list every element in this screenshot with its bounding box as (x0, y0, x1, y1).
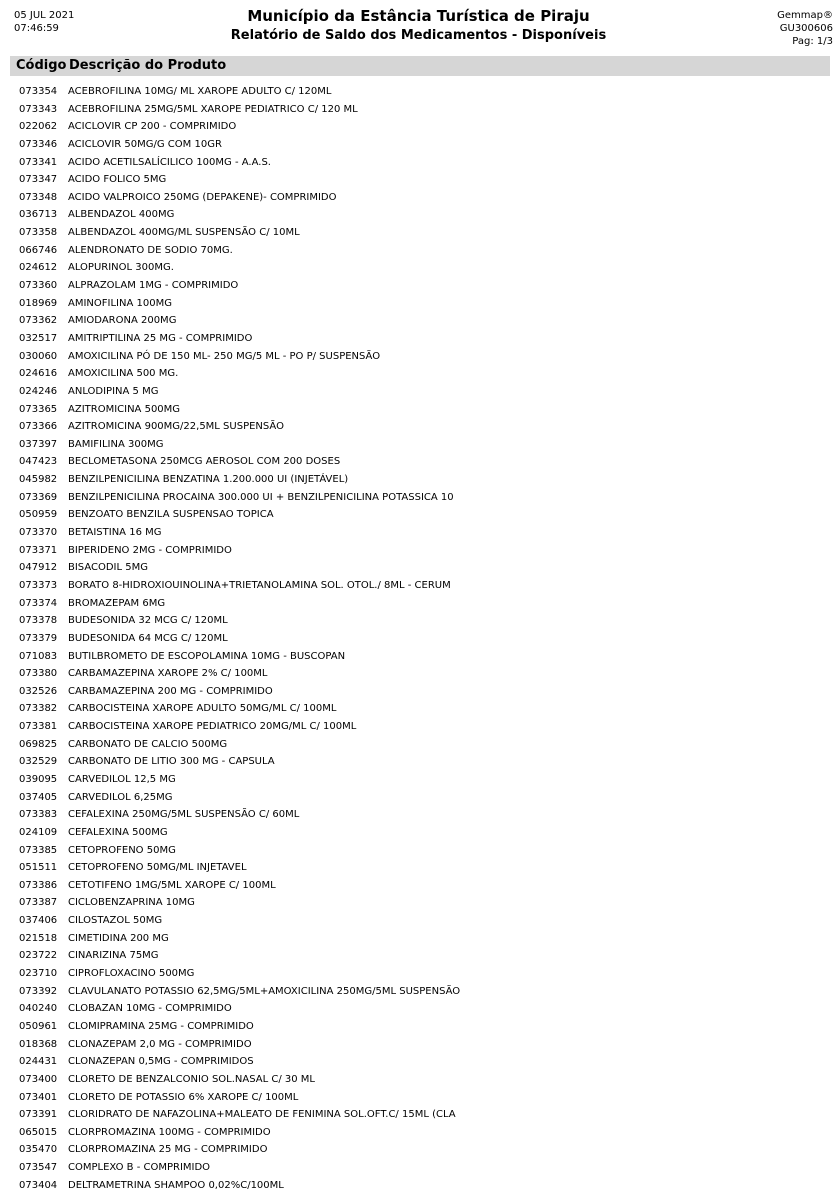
table-row (0, 1159, 837, 1177)
product-description: BENZILPENICILINA PROCAINA 300.000 UI + BENZILPENICILINA POTASSICA 10 (68, 491, 454, 503)
product-code: 024109 (19, 826, 58, 838)
product-code: 073366 (19, 421, 58, 433)
table-row (0, 1071, 837, 1089)
product-description: BENZOATO BENZILA SUSPENSAO TOPICA (68, 509, 274, 521)
product-code: 073387 (19, 897, 58, 909)
product-code: 073383 (19, 809, 58, 821)
product-code: 024431 (19, 1056, 58, 1068)
product-code: 050961 (19, 1020, 58, 1032)
product-code: 073341 (19, 156, 58, 168)
table-row (0, 1018, 837, 1036)
product-code: 047423 (19, 456, 58, 468)
product-code: 065015 (19, 1126, 58, 1138)
product-code: 030060 (19, 350, 58, 362)
product-description: ACICLOVIR CP 200 - COMPRIMIDO (68, 121, 237, 133)
product-code: 073378 (19, 615, 58, 627)
table-row (0, 224, 837, 242)
table-row (0, 612, 837, 630)
table-row (0, 383, 837, 401)
product-description: CLONAZEPAN 0,5MG - COMPRIMIDOS (68, 1056, 254, 1068)
product-code: 037405 (19, 791, 58, 803)
product-description: ACIDO ACETILSALÍCILICO 100MG - A.A.S. (68, 156, 271, 168)
product-code: 040240 (19, 1003, 58, 1015)
product-code: 073360 (19, 280, 58, 292)
table-row (0, 401, 837, 419)
product-code: 073365 (19, 403, 58, 415)
table-row (0, 736, 837, 754)
product-description: CEFALEXINA 500MG (68, 826, 168, 838)
product-code: 018368 (19, 1038, 58, 1050)
table-row (0, 1177, 837, 1195)
product-code: 024246 (19, 385, 58, 397)
table-row (0, 877, 837, 895)
product-code: 051511 (19, 862, 58, 874)
table-row (0, 718, 837, 736)
table-row (0, 83, 837, 101)
table-row (0, 101, 837, 119)
product-code: 069825 (19, 738, 58, 750)
product-description: CARBONATO DE LITIO 300 MG - CAPSULA (68, 756, 275, 768)
product-description: CLORETO DE POTASSIO 6% XAROPE C/ 100ML (68, 1091, 299, 1103)
table-row (0, 312, 837, 330)
table-row (0, 136, 837, 154)
product-description: ACEBROFILINA 10MG/ ML XAROPE ADULTO C/ 120ML (68, 86, 332, 97)
product-code: 073348 (19, 191, 58, 203)
product-code: 073379 (19, 632, 58, 644)
product-code: 018969 (19, 297, 58, 309)
product-table (0, 83, 837, 1194)
table-row (0, 348, 837, 366)
product-code: 050959 (19, 509, 58, 521)
product-description: BECLOMETASONA 250MCG AEROSOL COM 200 DOSES (68, 456, 341, 468)
table-row (0, 930, 837, 948)
product-code: 036713 (19, 209, 58, 221)
table-row (0, 700, 837, 718)
product-description: AMITRIPTILINA 25 MG - COMPRIMIDO (68, 332, 253, 344)
table-row (0, 842, 837, 860)
product-code: 073401 (19, 1091, 58, 1103)
product-code: 073346 (19, 138, 58, 150)
table-row (0, 894, 837, 912)
table-row (0, 965, 837, 983)
product-code: 073347 (19, 174, 58, 186)
table-row (0, 277, 837, 295)
table-row (0, 259, 837, 277)
product-code: 023710 (19, 968, 58, 980)
product-description: BIPERIDENO 2MG - COMPRIMIDO (68, 544, 232, 556)
product-description: CARBAMAZEPINA 200 MG - COMPRIMIDO (68, 685, 273, 697)
product-description: CARBOCISTEINA XAROPE PEDIATRICO 20MG/ML C/ 100ML (68, 721, 357, 733)
table-row (0, 1124, 837, 1142)
table-column-header (10, 56, 830, 76)
product-code: 021518 (19, 932, 58, 944)
product-description: CETOPROFENO 50MG (68, 844, 176, 856)
table-row (0, 365, 837, 383)
product-description: ACICLOVIR 50MG/G COM 10GR (68, 138, 222, 150)
table-row (0, 983, 837, 1001)
report-header-center (0, 6, 837, 46)
table-row (0, 453, 837, 471)
report-subtitle: Relatório de Saldo dos Medicamentos - Disponíveis (230, 28, 607, 43)
product-code: 073358 (19, 227, 58, 239)
product-description: DELTRAMETRINA SHAMPOO 0,02%C/100ML (68, 1179, 284, 1191)
product-description: CLORPROMAZINA 100MG - COMPRIMIDO (68, 1126, 271, 1138)
product-description: CARBONATO DE CALCIO 500MG (68, 738, 228, 750)
product-description: BISACODIL 5MG (68, 562, 148, 574)
product-description: ALOPURINOL 300MG. (68, 262, 174, 274)
table-row (0, 471, 837, 489)
product-description: CETOPROFENO 50MG/ML INJETAVEL (68, 862, 247, 874)
product-code: 073381 (19, 721, 58, 733)
report-time: 07:46:59 (14, 23, 59, 34)
table-row (0, 683, 837, 701)
table-row (0, 753, 837, 771)
system-name: Gemmap® (777, 10, 833, 21)
product-description: CEFALEXINA 250MG/5ML SUSPENSÃO C/ 60ML (68, 809, 300, 821)
product-code: 022062 (19, 121, 58, 133)
product-description: AMOXICILINA 500 MG. (68, 368, 179, 380)
product-code: 073400 (19, 1073, 58, 1085)
product-code: 073354 (19, 86, 58, 97)
product-code: 073369 (19, 491, 58, 503)
product-code: 073380 (19, 668, 58, 680)
product-description: ALBENDAZOL 400MG (68, 209, 175, 221)
product-description: ACIDO FOLICO 5MG (68, 174, 167, 186)
product-description: CINARIZINA 75MG (68, 950, 159, 962)
product-description: CLOMIPRAMINA 25MG - COMPRIMIDO (68, 1020, 254, 1032)
table-row (0, 206, 837, 224)
table-row (0, 1053, 837, 1071)
product-code: 073370 (19, 527, 58, 539)
report-date: 05 JUL 2021 (14, 10, 75, 21)
table-row (0, 824, 837, 842)
product-code: 073392 (19, 985, 58, 997)
column-header-code: Código (16, 58, 67, 73)
table-row (0, 1089, 837, 1107)
product-code: 045982 (19, 474, 58, 486)
product-code: 032526 (19, 685, 58, 697)
table-row (0, 436, 837, 454)
product-code: 073343 (19, 103, 58, 115)
product-description: ACIDO VALPROICO 250MG (DEPAKENE)- COMPRIMIDO (68, 191, 337, 203)
product-description: CIPROFLOXACINO 500MG (68, 968, 195, 980)
product-code: 073373 (19, 579, 58, 591)
table-row (0, 489, 837, 507)
table-row (0, 947, 837, 965)
product-code: 073362 (19, 315, 58, 327)
product-description: CLORIDRATO DE NAFAZOLINA+MALEATO DE FENIMINA SOL.OFT.C/ 15ML (CLA (68, 1109, 456, 1121)
product-description: AZITROMICINA 500MG (68, 403, 181, 415)
table-row (0, 154, 837, 172)
product-code: 073382 (19, 703, 58, 715)
report-header-right (777, 9, 833, 48)
report-code: GU300606 (779, 23, 833, 34)
product-description: ACEBROFILINA 25MG/5ML XAROPE PEDIATRICO C/ 120 ML (68, 103, 358, 115)
table-row (0, 242, 837, 260)
product-code: 073374 (19, 597, 58, 609)
product-description: CARBOCISTEINA XAROPE ADULTO 50MG/ML C/ 100ML (68, 703, 337, 715)
product-description: BUDESONIDA 32 MCG C/ 120ML (68, 615, 228, 627)
table-row (0, 577, 837, 595)
table-row (0, 506, 837, 524)
product-description: CETOTIFENO 1MG/5ML XAROPE C/ 100ML (68, 879, 276, 891)
product-description: CLORETO DE BENZALCONIO SOL.NASAL C/ 30 ML (68, 1073, 315, 1085)
product-code: 066746 (19, 244, 58, 256)
product-description: CICLOBENZAPRINA 10MG (68, 897, 195, 909)
product-code: 073404 (19, 1179, 58, 1191)
product-description: CLONAZEPAM 2,0 MG - COMPRIMIDO (68, 1038, 252, 1050)
product-description: AMOXICILINA PÓ DE 150 ML- 250 MG/5 ML - PO P/ SUSPENSÃO (68, 350, 381, 362)
product-code: 037406 (19, 915, 58, 927)
table-row (0, 1106, 837, 1124)
product-description: AZITROMICINA 900MG/22,5ML SUSPENSÃO (68, 421, 284, 433)
product-description: ALPRAZOLAM 1MG - COMPRIMIDO (68, 280, 239, 292)
product-code: 071083 (19, 650, 58, 662)
product-description: CILOSTAZOL 50MG (68, 915, 163, 927)
product-description: CARBAMAZEPINA XAROPE 2% C/ 100ML (68, 668, 268, 680)
table-row (0, 595, 837, 613)
product-description: CLOBAZAN 10MG - COMPRIMIDO (68, 1003, 232, 1015)
product-description: CARVEDILOL 6,25MG (68, 791, 173, 803)
product-description: CARVEDILOL 12,5 MG (68, 773, 176, 785)
product-description: AMINOFILINA 100MG (68, 297, 172, 309)
table-row (0, 171, 837, 189)
page-number: Pag: 1/3 (792, 36, 833, 47)
table-row (0, 912, 837, 930)
product-code: 073385 (19, 844, 58, 856)
product-code: 032529 (19, 756, 58, 768)
product-code: 073371 (19, 544, 58, 556)
product-description: ALENDRONATO DE SODIO 70MG. (68, 244, 233, 256)
product-description: BUTILBROMETO DE ESCOPOLAMINA 10MG - BUSCOPAN (68, 650, 346, 662)
product-description: BETAISTINA 16 MG (68, 527, 162, 539)
table-row (0, 648, 837, 666)
table-row (0, 789, 837, 807)
product-code: 039095 (19, 773, 58, 785)
product-description: BAMIFILINA 300MG (68, 438, 164, 450)
product-code: 023722 (19, 950, 58, 962)
table-row (0, 330, 837, 348)
table-row (0, 1141, 837, 1159)
table-row (0, 559, 837, 577)
table-row (0, 665, 837, 683)
product-description: BROMAZEPAM 6MG (68, 597, 166, 609)
table-row (0, 542, 837, 560)
column-header-description: Descrição do Produto (69, 58, 227, 73)
product-description: CLORPROMAZINA 25 MG - COMPRIMIDO (68, 1144, 268, 1156)
product-code: 024616 (19, 368, 58, 380)
table-row (0, 524, 837, 542)
product-description: AMIODARONA 200MG (68, 315, 177, 327)
product-code: 035470 (19, 1144, 58, 1156)
product-code: 032517 (19, 332, 58, 344)
product-description: ANLODIPINA 5 MG (68, 385, 159, 397)
product-description: BENZILPENICILINA BENZATINA 1.200.000 UI (INJETÁVEL) (68, 474, 349, 486)
product-code: 073547 (19, 1162, 58, 1174)
product-description: COMPLEXO B - COMPRIMIDO (68, 1162, 211, 1174)
product-code: 047912 (19, 562, 58, 574)
table-row (0, 1036, 837, 1054)
product-description: CIMETIDINA 200 MG (68, 932, 169, 944)
report-title: Município da Estância Turística de Piraju (247, 7, 590, 25)
product-description: ALBENDAZOL 400MG/ML SUSPENSÃO C/ 10ML (68, 227, 300, 239)
product-description: BUDESONIDA 64 MCG C/ 120ML (68, 632, 228, 644)
product-code: 037397 (19, 438, 58, 450)
table-row (0, 630, 837, 648)
product-description: CLAVULANATO POTASSIO 62,5MG/5ML+AMOXICILINA 250MG/5ML SUSPENSÃO (68, 985, 461, 997)
table-row (0, 1000, 837, 1018)
table-row (0, 771, 837, 789)
product-code: 073391 (19, 1109, 58, 1121)
table-row (0, 189, 837, 207)
table-row (0, 295, 837, 313)
table-row (0, 859, 837, 877)
table-row (0, 806, 837, 824)
table-row (0, 418, 837, 436)
table-row (0, 118, 837, 136)
product-code: 024612 (19, 262, 58, 274)
product-description: BORATO 8-HIDROXIOUINOLINA+TRIETANOLAMINA SOL. OTOL./ 8ML - CERUM (68, 579, 451, 591)
product-code: 073386 (19, 879, 58, 891)
